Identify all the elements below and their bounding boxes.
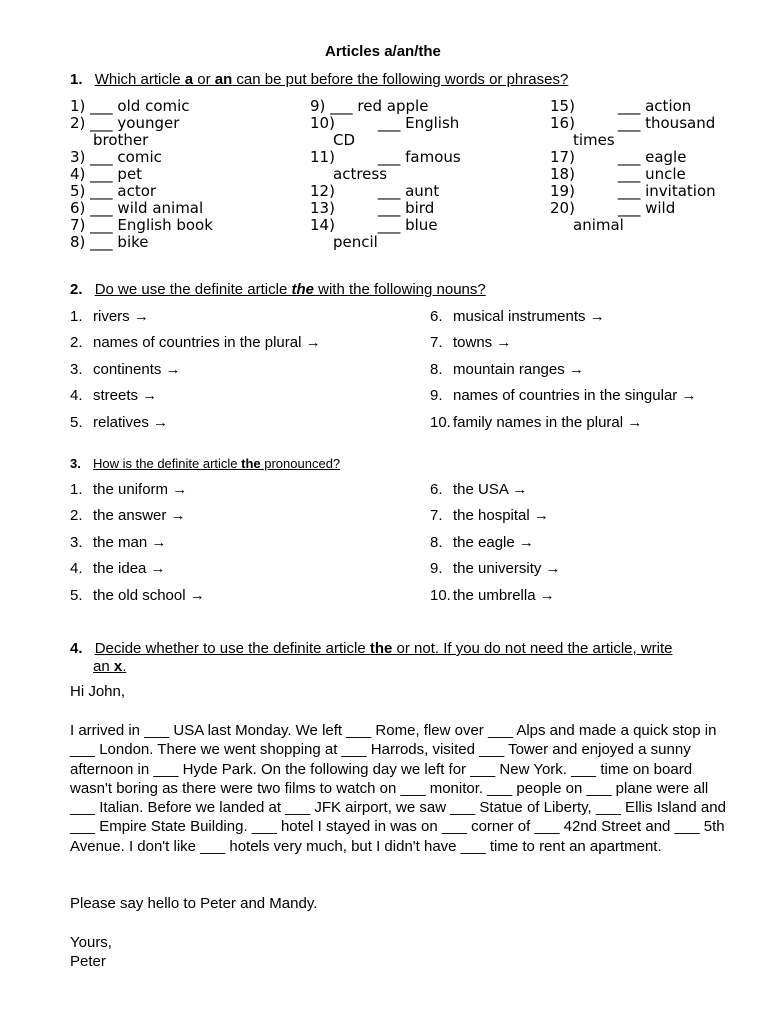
list-item-number: 10. — [430, 586, 451, 604]
list-item-text: the idea → — [93, 560, 166, 578]
list-item-text: the university → — [453, 560, 561, 578]
section-3-heading — [70, 455, 340, 472]
section-4-question: Decide whether to use the definite article the or not. If you do not need the article, write — [94, 640, 673, 657]
list-item-number: 7. — [430, 334, 443, 352]
list-item-text: mountain ranges → — [453, 360, 584, 378]
exercise-1-line: 6) ___ wild animal — [70, 199, 204, 217]
section-4-question-line-2: an x. — [93, 658, 127, 675]
list-item — [430, 534, 561, 560]
section-3-list-right — [430, 481, 561, 613]
list-item-number: 7. — [430, 507, 443, 525]
section-1-number: 1. — [70, 71, 83, 88]
section-2-question: Do we use the definite article the with the following nouns? — [94, 281, 486, 298]
list-item-number: 5. — [70, 586, 83, 604]
letter-name: Peter — [70, 953, 106, 970]
list-item-text: the man → — [93, 533, 167, 551]
exercise-1-line: 13) ___ bird — [310, 199, 435, 217]
list-item-number: 8. — [430, 360, 443, 378]
section-1-heading — [70, 71, 568, 88]
list-item-text: musical instruments → — [453, 308, 605, 325]
list-item-number: 2. — [70, 334, 83, 352]
exercise-1-line: 18) ___ uncle — [550, 165, 686, 183]
list-item-text: rivers → — [93, 308, 149, 325]
list-item-text: towns → — [453, 334, 512, 352]
exercise-1-line: 7) ___ English book — [70, 216, 213, 234]
exercise-1-line: 5) ___ actor — [70, 182, 157, 200]
list-item-number: 3. — [70, 533, 83, 551]
list-item-text: the uniform → — [93, 481, 188, 498]
exercise-1-line: 15) ___ action — [550, 97, 692, 115]
list-item — [70, 481, 205, 507]
exercise-1-line: brother — [93, 131, 149, 149]
section-4-number: 4. — [70, 640, 83, 657]
section-1-column-1 — [70, 98, 213, 251]
list-item-number: 5. — [70, 413, 83, 431]
list-item-number: 6. — [430, 481, 443, 498]
list-item — [430, 387, 696, 413]
exercise-1-line: 20) ___ wild — [550, 199, 676, 217]
exercise-1-line: pencil — [333, 233, 378, 251]
list-item — [430, 334, 696, 360]
section-4-heading — [70, 640, 673, 657]
list-item — [70, 387, 321, 413]
list-item — [430, 414, 696, 440]
page-title: Articles a/an/the — [325, 43, 441, 60]
exercise-1-line: actress — [333, 165, 388, 183]
list-item-number: 3. — [70, 360, 83, 378]
list-item-number: 4. — [70, 387, 83, 405]
list-item — [430, 308, 696, 334]
letter-greeting: Hi John, — [70, 683, 126, 700]
section-3-list-left — [70, 481, 205, 613]
section-2-list-left — [70, 308, 321, 440]
list-item — [70, 534, 205, 560]
list-item-text: streets → — [93, 387, 158, 405]
list-item — [70, 334, 321, 360]
exercise-1-line: animal — [573, 216, 624, 234]
section-3-number: 3. — [70, 456, 81, 471]
section-2-heading — [70, 281, 486, 298]
list-item-text: the hospital → — [453, 507, 549, 525]
list-item-text: names of countries in the plural → — [93, 334, 321, 352]
list-item-number: 4. — [70, 560, 83, 578]
list-item-number: 2. — [70, 507, 83, 525]
list-item-text: family names in the plural → — [453, 413, 643, 431]
list-item — [430, 481, 561, 507]
exercise-1-line: 1) ___ old comic — [70, 97, 190, 115]
section-2-list-right — [430, 308, 696, 440]
list-item-text: the USA → — [453, 481, 528, 498]
exercise-1-line: 9) ___ red apple — [310, 97, 429, 115]
list-item-text: relatives → — [93, 413, 169, 431]
list-item-number: 9. — [430, 560, 443, 578]
list-item-text: the eagle → — [453, 533, 534, 551]
list-item — [430, 361, 696, 387]
list-item-number: 10. — [430, 413, 451, 431]
exercise-1-line: 2) ___ younger — [70, 114, 180, 132]
exercise-1-line: 17) ___ eagle — [550, 148, 687, 166]
list-item-text: names of countries in the singular → — [453, 387, 697, 405]
exercise-1-line: 11) ___ famous — [310, 148, 461, 166]
list-item-number: 8. — [430, 533, 443, 551]
list-item — [70, 361, 321, 387]
section-1-column-2 — [310, 98, 461, 251]
exercise-1-line: 16) ___ thousand — [550, 114, 716, 132]
list-item — [430, 587, 561, 613]
letter-signoff: Yours, — [70, 934, 112, 951]
list-item-number: 9. — [430, 387, 443, 405]
section-3-question: How is the definite article the pronounced? — [93, 456, 341, 471]
exercise-1-line: 3) ___ comic — [70, 148, 162, 166]
list-item — [430, 560, 561, 586]
section-1-column-3 — [550, 98, 716, 234]
list-item-number: 1. — [70, 481, 83, 498]
list-item — [70, 587, 205, 613]
exercise-1-line: 10) ___ English — [310, 114, 460, 132]
exercise-1-line: 12) ___ aunt — [310, 182, 440, 200]
list-item-text: the answer → — [93, 507, 186, 525]
list-item — [70, 560, 205, 586]
list-item-number: 6. — [430, 308, 443, 325]
list-item — [430, 507, 561, 533]
letter-closing-line: Please say hello to Peter and Mandy. — [70, 895, 318, 912]
list-item — [70, 507, 205, 533]
section-1-question: Which article a or an can be put before the following words or phrases? — [94, 71, 569, 88]
letter-body: I arrived in ___ USA last Monday. We left ___ Rome, flew over ___ Alps and made a quick stop in ___ London. There we went shopping at ___ Harrods, visited ___ Tower and enjoyed a sunny afternoon in ___ Hyde Park. On the following day we left for ___ New York. ___ time on board wasn't boring as there were two films to watch on ___ monitor. ___ people on ___ plane were all ___ Italian. Before we landed at ___ JFK airport, we saw ___ Statue of Liberty, ___ Ellis Island and ___ Empire State Building. ___ hotel I stayed in was on ___ corner of ___ 42nd Street and ___ 5th Avenue. I don't like ___ hotels very much, but I didn't have ___ time to rent an apartment. — [70, 722, 726, 855]
exercise-1-line: CD — [333, 131, 356, 149]
exercise-1-line: 4) ___ pet — [70, 165, 143, 183]
list-item-number: 1. — [70, 308, 83, 325]
section-2-number: 2. — [70, 281, 83, 298]
list-item — [70, 308, 321, 334]
list-item-text: continents → — [93, 360, 181, 378]
list-item — [70, 414, 321, 440]
list-item-text: the old school → — [93, 586, 205, 604]
exercise-1-line: times — [573, 131, 615, 149]
exercise-1-line: 14) ___ blue — [310, 216, 438, 234]
list-item-text: the umbrella → — [453, 586, 555, 604]
exercise-1-line: 8) ___ bike — [70, 233, 149, 251]
exercise-1-line: 19) ___ invitation — [550, 182, 716, 200]
